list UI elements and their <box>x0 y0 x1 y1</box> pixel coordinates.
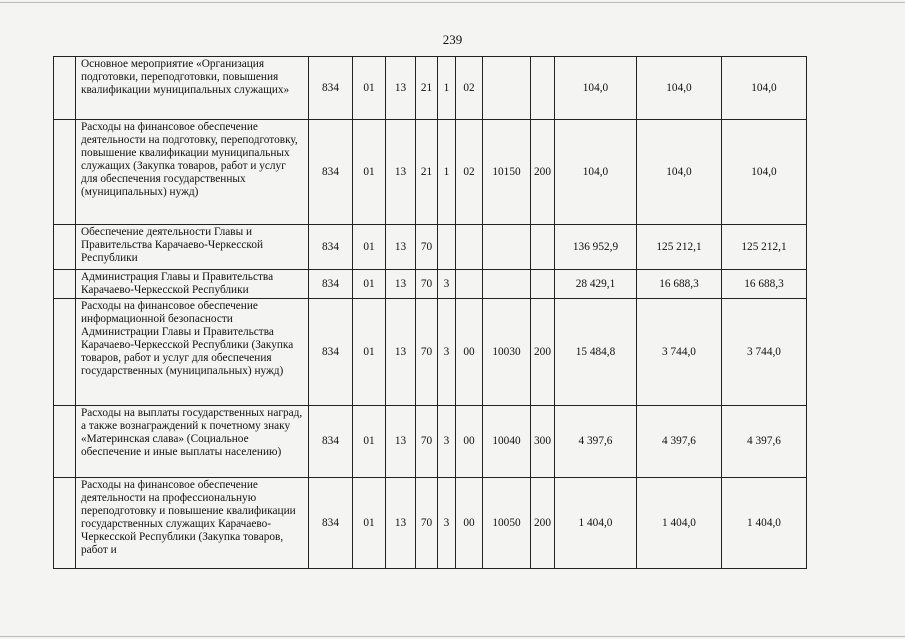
cell-subprogram <box>438 225 456 270</box>
cell-index <box>54 299 76 406</box>
table-row <box>54 120 807 225</box>
cell-subprogram: 3 <box>438 299 456 406</box>
cell-amount-year1: 28 429,1 <box>555 270 637 299</box>
cell-direction: 10150 <box>483 120 531 225</box>
cell-rz: 01 <box>353 270 386 299</box>
cell-pr: 13 <box>386 299 416 406</box>
cell-direction <box>483 57 531 120</box>
cell-index <box>54 478 76 569</box>
cell-event: 02 <box>456 57 483 120</box>
cell-name: Администрация Главы и Правительства Карачаево-Черкесской Республики <box>76 270 309 299</box>
scan-top-edge <box>0 2 905 3</box>
cell-ved: 834 <box>309 270 353 299</box>
cell-subprogram: 1 <box>438 57 456 120</box>
cell-name: Основное мероприятие «Организация подготовки, переподготовки, повышения квалификации муниципальных служащих» <box>76 57 309 120</box>
page-number: 239 <box>442 32 463 47</box>
cell-subprogram: 3 <box>438 478 456 569</box>
cell-program: 70 <box>416 406 438 478</box>
cell-expense-type: 200 <box>531 478 555 569</box>
cell-event: 00 <box>456 478 483 569</box>
cell-name: Расходы на финансовое обеспечение информационной безопасности Администрации Главы и Правительства Карачаево-Черкесской Республики (Закупка товаров, работ и услуг для обеспечения государственных (муниципальных) нужд) <box>76 299 309 406</box>
cell-rz: 01 <box>353 299 386 406</box>
cell-amount-year3: 104,0 <box>722 57 807 120</box>
cell-ved: 834 <box>309 225 353 270</box>
cell-index <box>54 270 76 299</box>
cell-amount-year3: 3 744,0 <box>722 299 807 406</box>
cell-name: Расходы на выплаты государственных наград, а также вознаграждений к почетному знаку «Материнская слава» (Социальное обеспечение и иные выплаты населению) <box>76 406 309 478</box>
cell-amount-year1: 1 404,0 <box>555 478 637 569</box>
cell-direction: 10050 <box>483 478 531 569</box>
cell-amount-year1: 15 484,8 <box>555 299 637 406</box>
cell-index <box>54 225 76 270</box>
cell-ved: 834 <box>309 406 353 478</box>
cell-amount-year2: 4 397,6 <box>637 406 722 478</box>
cell-expense-type: 300 <box>531 406 555 478</box>
cell-name: Расходы на финансовое обеспечение деятельности на подготовку, переподготовку, повышение квалификации муниципальных служащих (Закупка товаров, работ и услуг для обеспечения государственных (муниципальных) нужд) <box>76 120 309 225</box>
cell-amount-year2: 3 744,0 <box>637 299 722 406</box>
cell-direction <box>483 225 531 270</box>
cell-amount-year1: 104,0 <box>555 120 637 225</box>
cell-expense-type <box>531 57 555 120</box>
cell-expense-type: 200 <box>531 120 555 225</box>
cell-pr: 13 <box>386 225 416 270</box>
cell-program: 70 <box>416 478 438 569</box>
cell-rz: 01 <box>353 225 386 270</box>
cell-ved: 834 <box>309 57 353 120</box>
table-body <box>54 57 807 569</box>
cell-ved: 834 <box>309 120 353 225</box>
cell-expense-type: 200 <box>531 299 555 406</box>
cell-event: 00 <box>456 406 483 478</box>
cell-rz: 01 <box>353 406 386 478</box>
cell-program: 21 <box>416 57 438 120</box>
cell-amount-year2: 104,0 <box>637 120 722 225</box>
cell-amount-year1: 104,0 <box>555 57 637 120</box>
cell-amount-year3: 125 212,1 <box>722 225 807 270</box>
cell-amount-year3: 4 397,6 <box>722 406 807 478</box>
scan-bottom-edge <box>0 636 905 637</box>
cell-rz: 01 <box>353 478 386 569</box>
cell-index <box>54 406 76 478</box>
table-row <box>54 57 807 120</box>
cell-rz: 01 <box>353 120 386 225</box>
cell-ved: 834 <box>309 299 353 406</box>
cell-subprogram: 3 <box>438 406 456 478</box>
table-row <box>54 225 807 270</box>
cell-program: 21 <box>416 120 438 225</box>
cell-program: 70 <box>416 299 438 406</box>
cell-pr: 13 <box>386 57 416 120</box>
cell-direction <box>483 270 531 299</box>
cell-event: 00 <box>456 299 483 406</box>
cell-event <box>456 270 483 299</box>
cell-program: 70 <box>416 270 438 299</box>
cell-pr: 13 <box>386 406 416 478</box>
cell-direction: 10030 <box>483 299 531 406</box>
cell-amount-year3: 16 688,3 <box>722 270 807 299</box>
cell-subprogram: 3 <box>438 270 456 299</box>
table-row <box>54 478 807 569</box>
cell-amount-year3: 1 404,0 <box>722 478 807 569</box>
cell-pr: 13 <box>386 478 416 569</box>
table-row <box>54 406 807 478</box>
cell-index <box>54 57 76 120</box>
cell-subprogram: 1 <box>438 120 456 225</box>
cell-amount-year1: 136 952,9 <box>555 225 637 270</box>
cell-name: Обеспечение деятельности Главы и Правительства Карачаево-Черкесской Республики <box>76 225 309 270</box>
cell-amount-year1: 4 397,6 <box>555 406 637 478</box>
cell-index <box>54 120 76 225</box>
cell-expense-type <box>531 270 555 299</box>
budget-table <box>53 56 807 569</box>
cell-expense-type <box>531 225 555 270</box>
cell-amount-year3: 104,0 <box>722 120 807 225</box>
cell-event <box>456 225 483 270</box>
cell-pr: 13 <box>386 120 416 225</box>
cell-amount-year2: 125 212,1 <box>637 225 722 270</box>
table-row <box>54 270 807 299</box>
cell-pr: 13 <box>386 270 416 299</box>
cell-name: Расходы на финансовое обеспечение деятельности на профессиональную переподготовку и повышение квалификации государственных служащих Карачаево-Черкесской Республики (Закупка товаров, работ и <box>76 478 309 569</box>
table-row <box>54 299 807 406</box>
cell-amount-year2: 16 688,3 <box>637 270 722 299</box>
cell-event: 02 <box>456 120 483 225</box>
cell-rz: 01 <box>353 57 386 120</box>
cell-program: 70 <box>416 225 438 270</box>
cell-amount-year2: 104,0 <box>637 57 722 120</box>
cell-amount-year2: 1 404,0 <box>637 478 722 569</box>
cell-direction: 10040 <box>483 406 531 478</box>
cell-ved: 834 <box>309 478 353 569</box>
